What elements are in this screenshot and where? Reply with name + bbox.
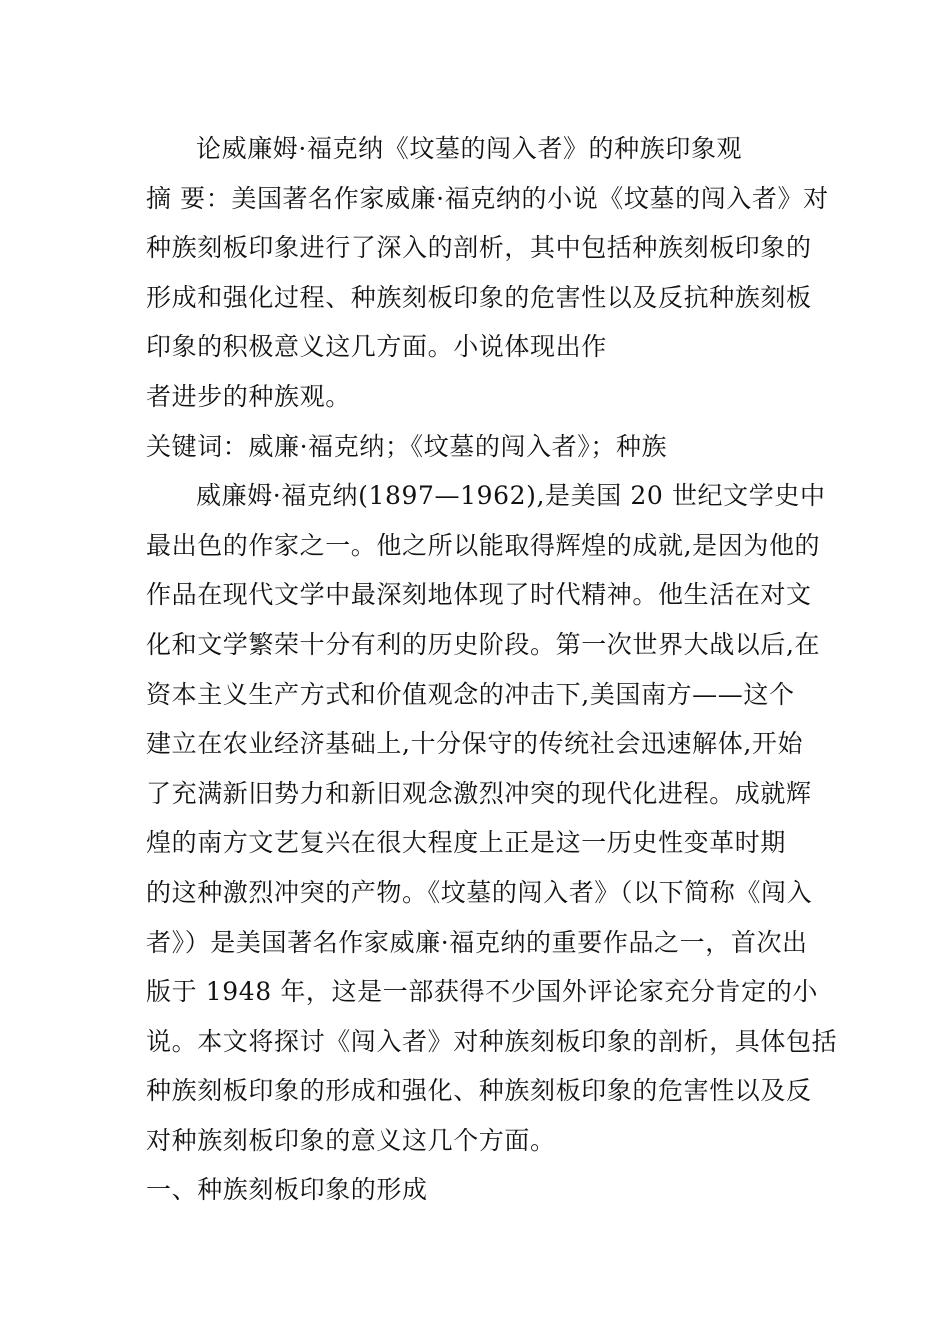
body-line: 建立在农业经济基础上,十分保守的传统社会迅速解体,开始 [146,729,804,759]
body-line: 版于 1948 年，这是一部获得不少国外评论家充分肯定的小 [146,977,818,1007]
abstract-line: 者进步的种族观。 [146,381,351,411]
body-line: 最出色的作家之一。他之所以能取得辉煌的成就,是因为他的 [146,530,821,560]
body-line: 者》）是美国著名作家威廉·福克纳的重要作品之一，首次出 [146,927,808,957]
abstract [146,174,829,422]
section-heading: 一、种族刻板印象的形成 [146,1175,428,1205]
body-paragraph [146,471,838,1165]
abstract-line: 印象的积极意义这几方面。小说体现出作 [146,332,607,362]
abstract-line: 摘 要：美国著名作家威廉·福克纳的小说《坟墓的闯入者》对 [146,183,829,213]
body-line: 煌的南方文艺复兴在很大程度上正是这一历史性变革时期 [146,828,787,858]
document-title: 论威廉姆·福克纳《坟墓的闯入者》的种族印象观 [196,134,743,163]
body-line: 作品在现代文学中最深刻地体现了时代精神。他生活在对文 [146,580,812,610]
body-line: 化和文学繁荣十分有利的历史阶段。第一次世界大战以后,在 [146,629,821,659]
abstract-line: 种族刻板印象进行了深入的剖析，其中包括种族刻板印象的 [146,233,812,263]
body-line: 对种族刻板印象的意义这几个方面。 [146,1125,556,1155]
body-line: 了充满新旧势力和新旧观念激烈冲突的现代化进程。成就辉 [146,778,812,808]
body-line: 的这种激烈冲突的产物。《坟墓的闯入者》（以下简称《闯入 [146,877,813,907]
body-line: 说。本文将探讨《闯入者》对种族刻板印象的剖析，具体包括 [146,1026,838,1056]
body-line: 资本主义生产方式和价值观念的冲击下,美国南方——这个 [146,679,795,709]
body-line: 种族刻板印象的形成和强化、种族刻板印象的危害性以及反 [146,1076,812,1106]
document-page [146,124,838,1215]
abstract-line: 形成和强化过程、种族刻板印象的危害性以及反抗种族刻板 [146,282,812,312]
keywords-line: 关键词：威廉·福克纳；《坟墓的闯入者》；种族 [146,431,668,461]
body-line: 威廉姆·福克纳(1897—1962),是美国 20 世纪文学史中 [196,481,826,511]
